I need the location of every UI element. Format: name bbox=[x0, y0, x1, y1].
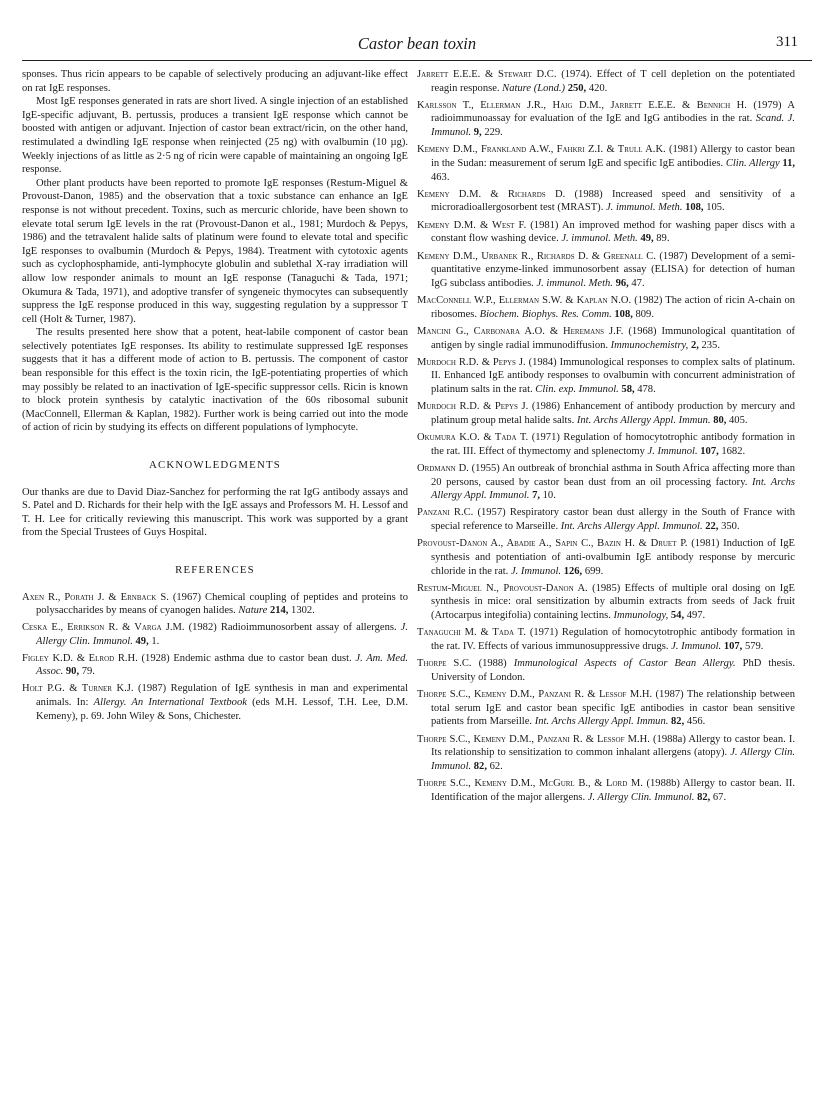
reference-journal: J. immunol. Meth. bbox=[536, 277, 613, 289]
reference-authors: Thorpe S.C., Kemeny D.M., Panzani R. & Lessof M.H. bbox=[417, 733, 650, 745]
reference-volume: 108, bbox=[614, 308, 633, 320]
reference-entry bbox=[417, 143, 795, 184]
reference-entry bbox=[417, 294, 795, 321]
reference-entry bbox=[417, 537, 795, 578]
body-paragraph: The results presented here show that a potent, heat-labile component of castor bean selectively potentiates IgE responses. Its ability to restimulate suppressed IgE responses suggests that it has a different mode of action to B. pertussis. The component of castor bean responsible for this effect is the toxin ricin, the IgE-potentiating properties of which may possibly be related to an inactivation of IgE-specific suppressor cells. Ricin is known to block protein synthesis by catalytic inactivation of the 60s ribosomal subunit (MacConnell, Ellerman & Kaplan, 1982). Further work is being carried out into the mode of action of ricin by studying its effects on different populations of lymphocyte. bbox=[22, 327, 408, 434]
reference-authors: Kemeny D.M., Frankland A.W., Fahkri Z.I. & Trull A.K. bbox=[417, 144, 666, 156]
reference-pages: 405. bbox=[729, 414, 748, 426]
reference-journal: J. Allergy Clin. Immunol. bbox=[36, 622, 408, 647]
reference-journal: J. Immunol. bbox=[647, 445, 698, 457]
reference-pages: 10. bbox=[542, 490, 556, 502]
page-number: 311 bbox=[776, 34, 798, 50]
reference-authors: Murdoch R.D. & Pepys J. bbox=[417, 401, 529, 413]
reference-volume: 22, bbox=[705, 521, 719, 533]
reference-volume: 82, bbox=[473, 760, 487, 772]
reference-pages: 47. bbox=[631, 277, 645, 289]
references-list-right bbox=[417, 68, 795, 804]
reference-volume: 80, bbox=[713, 414, 727, 426]
reference-text: (1967) Chemical coupling of peptides and proteins to polysaccharides by means of cyanogen halides. bbox=[36, 591, 408, 617]
reference-authors: MacConnell W.P., Ellerman S.W. & Kaplan N.O. bbox=[417, 295, 632, 307]
reference-text: (1988b) Allergy to castor bean. II. Identification of the major allergens. bbox=[431, 777, 795, 803]
reference-volume: 2, bbox=[690, 339, 699, 351]
reference-journal: Immunological Aspects of Castor Bean Allergy. bbox=[513, 658, 736, 670]
reference-pages: 1302. bbox=[291, 605, 315, 617]
reference-volume: 96, bbox=[615, 277, 629, 289]
reference-journal: Int. Archs Allergy Appl. Immunol. bbox=[560, 521, 703, 533]
header-rule bbox=[22, 60, 812, 61]
reference-pages: 809. bbox=[635, 308, 654, 320]
reference-journal: Clin. exp. Immunol. bbox=[535, 383, 619, 395]
reference-volume: 107, bbox=[723, 640, 743, 652]
reference-authors: Restum-Miguel N., Provoust-Danon A. bbox=[417, 582, 588, 594]
reference-journal: Clin. Allergy bbox=[725, 157, 780, 169]
reference-entry bbox=[417, 626, 795, 653]
reference-authors: Holt P.G. & Turner K.J. bbox=[22, 683, 134, 695]
reference-journal: Scand. J. Immunol. bbox=[431, 113, 795, 139]
reference-journal: Nature bbox=[238, 605, 268, 617]
reference-pages: 463. bbox=[431, 171, 450, 183]
reference-text: (1981) Induction of IgE synthesis and potentiation of anti-ovalbumin IgE antibody response by mercuric chloride in the rat. bbox=[431, 538, 796, 577]
reference-entry bbox=[417, 356, 795, 397]
body-paragraph: Other plant products have been reported to promote IgE responses (Restum-Miguel & Provoust-Danon, 1985) and the observation that a toxic substance can enhance an IgE response is not without precedent. Toxins, such as mercuric chloride, have been shown to elevate total serum IgE levels in the rat (Provoust-Danon et al., 1981; Murdoch & Pepys, 1986) and the tetravalent halide salts of platinum were found to elevate total and specific IgE responses to ovalbumin (Murdoch & Pepys, 1984). Treatment with cytotoxic agents such as cyclophosphamide, anti-lymphocyte globulin and sublethal X-ray irradiation will allow low responder animals to mount an IgE response (Tanaguchi & Tada, 1971; Okumura & Tada, 1971), and adoptive transfer of syngeneic thymocytes can subsequently suppress the IgE response produced in this way, suggesting regulation by a suppressor T cell (Holt & Turner, 1987). bbox=[22, 177, 408, 325]
references-list-left bbox=[22, 591, 408, 724]
body-paragraph: sponses. Thus ricin appears to be capable of selectively producing an adjuvant-like effect on rat IgE responses. bbox=[22, 69, 408, 94]
reference-volume: 90, bbox=[65, 666, 80, 678]
reference-authors: Thorpe S.C. bbox=[417, 658, 472, 670]
reference-authors: Panzani R.C. bbox=[417, 507, 474, 519]
reference-authors: Okumura K.O. & Tada T. bbox=[417, 432, 529, 444]
reference-authors: Axen R., Porath J. & Ernback S. bbox=[22, 591, 169, 603]
reference-entry bbox=[417, 688, 795, 729]
reference-authors: Jarrett E.E.E. & Stewart D.C. bbox=[417, 69, 557, 80]
reference-volume: 49, bbox=[640, 233, 654, 245]
reference-text: (1982) Radioimmunosorbent assay of allergens. bbox=[188, 622, 397, 634]
reference-authors: Karlsson T., Ellerman J.R., Haig D.M., Jarrett E.E.E. & Bennich H. bbox=[417, 99, 747, 111]
reference-journal: J. Allergy Clin. Immunol. bbox=[587, 791, 695, 803]
reference-pages: 1. bbox=[151, 635, 160, 647]
reference-pages: 1682. bbox=[721, 445, 746, 457]
reference-entry bbox=[417, 431, 795, 458]
reference-text: (1957) Respiratory castor bean dust allergy in the South of France with special reference to Marseille. bbox=[431, 507, 795, 533]
reference-pages: 89. bbox=[656, 233, 670, 245]
reference-pages: 497. bbox=[686, 610, 706, 621]
reference-pages: 350. bbox=[721, 521, 740, 533]
reference-journal: J. Allergy Clin. Immunol. bbox=[431, 747, 796, 772]
reference-entry bbox=[417, 506, 795, 533]
reference-volume: 11, bbox=[782, 157, 795, 169]
reference-entry bbox=[22, 682, 408, 723]
reference-pages: 105. bbox=[706, 202, 725, 214]
reference-volume: 250, bbox=[567, 82, 587, 94]
reference-journal: J. Immunol. bbox=[510, 565, 562, 577]
reference-journal: J. Am. Med. Assoc. bbox=[36, 652, 409, 678]
reference-authors: Kemeny D.M. & West F. bbox=[417, 219, 527, 231]
reference-journal: Allergy. An International Textbook bbox=[93, 696, 247, 708]
reference-pages: 67. bbox=[712, 791, 727, 803]
reference-journal: Int. Archs Allergy Appl. Immun. bbox=[576, 414, 711, 426]
reference-pages: 456. bbox=[686, 716, 706, 728]
reference-pages: 229. bbox=[484, 127, 503, 139]
reference-journal: J. immunol. Meth. bbox=[561, 233, 638, 245]
references-heading: REFERENCES bbox=[175, 564, 255, 576]
acknowledgments-text: Our thanks are due to David Diaz-Sanchez for performing the rat IgG antibody assays and S. Patel and D. Richards for their help with the IgE assays and Professors M. H. Lessof and T. H. Lee for critically reviewing this manuscript. This work was supported by a grant from the Special Trustees of Guys Hospital. bbox=[22, 486, 408, 539]
reference-volume: 54, bbox=[670, 610, 685, 621]
reference-journal: Immunochemistry, bbox=[610, 339, 689, 351]
reference-authors: Kemeny D.M., Urbanek R., Richards D. & Greenall C. bbox=[417, 250, 656, 262]
reference-volume: 49, bbox=[135, 635, 149, 647]
reference-journal: Nature (Lond.) bbox=[502, 82, 566, 94]
reference-volume: 107, bbox=[700, 445, 719, 457]
reference-entry bbox=[417, 733, 795, 774]
reference-text: (1987) The relationship between total serum IgE and castor bean specific IgE antibodies in castor bean sensitive patients from Marseille. bbox=[431, 689, 795, 728]
reference-text: (1988) bbox=[478, 658, 507, 670]
reference-volume: 82, bbox=[671, 716, 685, 728]
reference-entry bbox=[417, 462, 795, 503]
reference-text: (1974). Effect of T cell depletion on the potentiated reagin response. bbox=[431, 69, 795, 94]
reference-entry bbox=[417, 400, 795, 427]
reference-text: (1968) Immunological quantitation of antigen by single radial immunodiffusion. bbox=[431, 325, 796, 351]
reference-authors: Mancini G., Carbonara A.O. & Heremans J.F. bbox=[417, 325, 624, 337]
reference-entry bbox=[417, 99, 795, 140]
left-column bbox=[22, 68, 408, 727]
reference-volume: 126, bbox=[563, 565, 583, 577]
reference-journal: Biochem. Biophys. Res. Comm. bbox=[479, 308, 612, 320]
reference-text: (1988a) Allergy to castor bean. I. Its relationship to sensitization to common inhalant allergens (atopy). bbox=[431, 733, 796, 759]
reference-entry bbox=[417, 777, 795, 804]
reference-text: (1985) Effects of multiple oral dosing on IgE synthesis in mice: oral sensitization by albumin extracts from seeds of Jack fruit (Artocarpus integifolia) containing lectins. bbox=[431, 582, 796, 621]
reference-entry bbox=[417, 188, 795, 215]
reference-authors: Ceska E., Errikson R. & Varga J.M. bbox=[22, 622, 185, 634]
reference-authors: Murdoch R.D. & Pepys J. bbox=[417, 356, 526, 368]
reference-entry bbox=[22, 591, 408, 618]
page-header bbox=[22, 34, 812, 60]
reference-entry bbox=[417, 250, 795, 291]
reference-text: (1986) Enhancement of antibody production by mercury and platinum group metal halide salts. bbox=[431, 401, 795, 426]
reference-text: (1987) Regulation of IgE synthesis in man and experimental animals. In: bbox=[36, 683, 409, 708]
reference-pages: 79. bbox=[81, 666, 95, 678]
reference-pages: 235. bbox=[701, 339, 720, 351]
reference-text: (1971) Regulation of homocytotrophic antibody formation in the rat. IV. Effects of various immunosuppressive drugs. bbox=[431, 627, 796, 652]
reference-journal: Immunology, bbox=[613, 610, 669, 621]
reference-volume: 82, bbox=[697, 791, 711, 803]
body-paragraph: Most IgE responses generated in rats are short lived. A single injection of an established IgE-specific adjuvant, B. pertussis, produces a transient IgE response which cannot be boosted with antigen or adjuvant. Injection of castor bean extract/ricin, on the other hand, restimulated a dwindling IgE response when reinjected (25 ng) with ovalbumin (10 µg). Weekly injections of as little as 2·5 ng of ricin were capable of maintaining an ongoing IgE response. bbox=[22, 96, 408, 176]
reference-pages: (eds M.H. Lessof, T.H. Lee, D.M. Kemeny), p. 69. John Wiley & Sons, Chichester. bbox=[36, 696, 408, 722]
reference-pages: 699. bbox=[584, 565, 604, 577]
reference-pages: 420. bbox=[588, 82, 608, 94]
reference-text: (1987) Development of a semi-quantitative enzyme-linked immunosorbent assay (ELISA) for detection of human IgG subclass antibodies. bbox=[431, 250, 795, 289]
reference-text: (1984) Immunological responses to complex salts of platinum. II. Enhanced IgE antibody responses to ovalbumin with concurrent administration of platinum salts in the rat. bbox=[431, 356, 795, 395]
reference-journal: Int. Archs Allergy Appl. Immun. bbox=[534, 716, 669, 728]
reference-authors: Kemeny D.M. & Richards D. bbox=[417, 188, 566, 200]
reference-volume: 108, bbox=[685, 202, 704, 214]
reference-authors: Tanaguchi M. & Tada T. bbox=[417, 627, 526, 639]
reference-pages: 579. bbox=[744, 640, 764, 652]
reference-entry bbox=[22, 652, 408, 679]
reference-entry bbox=[22, 621, 408, 648]
reference-text: (1988) Increased speed and sensitivity of a microradioallergosorbent test (MRAST). bbox=[431, 188, 795, 214]
reference-authors: Ordmann D. bbox=[417, 463, 469, 474]
reference-authors: Figley K.D. & Elrod R.H. bbox=[22, 652, 138, 664]
reference-text: (1981) An improved method for washing paper discs with a constant flow washing device. bbox=[431, 219, 795, 245]
reference-authors: Thorpe S.C., Kemeny D.M., Panzani R. & Lessof M.H. bbox=[417, 689, 653, 701]
reference-entry bbox=[417, 582, 795, 623]
reference-volume: 9, bbox=[473, 127, 482, 139]
right-column bbox=[417, 68, 795, 808]
reference-journal: J. immunol. Meth. bbox=[605, 202, 683, 214]
reference-authors: Thorpe S.C., Kemeny D.M., McGurl B., & Lord M. bbox=[417, 777, 643, 789]
reference-authors: Provoust-Danon A., Abadie A., Sapin C., Bazin H. & Druet P. bbox=[417, 538, 688, 550]
reference-text: (1971) Regulation of homocytotrophic antibody formation in the rat. III. Effect of thymectomy and splenectomy bbox=[431, 432, 796, 457]
reference-volume: 7, bbox=[532, 490, 540, 502]
reference-volume: 58, bbox=[621, 383, 635, 395]
reference-pages: 478. bbox=[637, 383, 656, 395]
reference-text: (1979) A radioimmunoassay for evaluation of the IgE and IgG antibodies in the rat. bbox=[431, 99, 795, 125]
reference-text: (1982) The action of ricin A-chain on ribosomes. bbox=[431, 295, 795, 320]
reference-entry bbox=[417, 219, 795, 246]
reference-pages: 62. bbox=[489, 760, 503, 772]
reference-entry bbox=[417, 325, 795, 352]
reference-pages: PhD thesis. University of London. bbox=[431, 658, 796, 683]
reference-entry bbox=[417, 657, 795, 684]
reference-text: (1928) Endemic asthma due to castor bean dust. bbox=[141, 652, 352, 664]
reference-journal: Int. Archs Allergy Appl. Immunol. bbox=[431, 476, 796, 502]
acknowledgments-heading: ACKNOWLEDGMENTS bbox=[149, 459, 281, 472]
reference-entry bbox=[417, 68, 795, 95]
reference-volume: 214, bbox=[269, 605, 289, 617]
reference-text: (1955) An outbreak of bronchial asthma in South Africa affecting more than 20 persons, caused by castor bean dust from an oil processing factory. bbox=[431, 463, 795, 488]
reference-journal: J. Immunol. bbox=[671, 640, 722, 652]
running-title: Castor bean toxin bbox=[357, 34, 477, 53]
reference-text: (1981) Allergy to castor bean in the Sudan: measurement of serum IgE and specific IgE antibodies. bbox=[431, 144, 796, 169]
